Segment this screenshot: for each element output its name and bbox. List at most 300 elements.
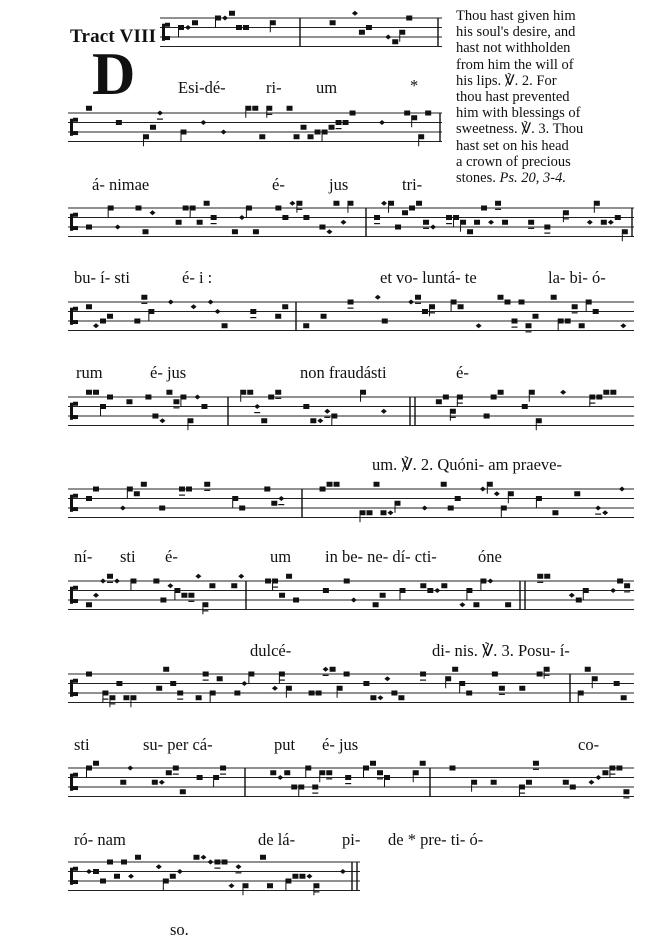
neume-punctum bbox=[141, 295, 147, 300]
lyric-syllable: sti bbox=[74, 735, 90, 754]
neume-punctum bbox=[265, 579, 271, 584]
episema-mark bbox=[415, 303, 421, 304]
neume-punctum bbox=[296, 201, 302, 206]
translation-line: hast not withholden bbox=[456, 40, 571, 57]
neume-punctum bbox=[551, 295, 557, 300]
neume-punctum bbox=[586, 300, 592, 305]
neume-punctum bbox=[130, 579, 136, 584]
neume-rhombus bbox=[194, 395, 200, 400]
neume-punctum bbox=[526, 780, 532, 785]
clef-icon bbox=[73, 131, 78, 135]
neume-punctum bbox=[519, 686, 525, 691]
neume-punctum bbox=[457, 395, 463, 400]
neume-punctum bbox=[268, 395, 274, 400]
episema-mark bbox=[250, 317, 256, 318]
neume-punctum bbox=[116, 120, 122, 125]
neume-rhombus bbox=[434, 588, 440, 593]
neume-punctum bbox=[123, 695, 129, 700]
episema-mark bbox=[374, 223, 380, 224]
neume-punctum bbox=[261, 418, 267, 423]
neume-punctum bbox=[156, 686, 162, 691]
neume-rhombus bbox=[595, 775, 601, 780]
neume-punctum bbox=[537, 574, 543, 579]
episema-mark bbox=[202, 610, 208, 611]
neume-punctum bbox=[127, 487, 133, 492]
neume-punctum bbox=[614, 681, 620, 686]
neume-punctum bbox=[622, 229, 628, 234]
neume-punctum bbox=[418, 134, 424, 139]
neume-punctum bbox=[203, 672, 209, 677]
neume-rhombus bbox=[387, 510, 393, 515]
neume-punctum bbox=[331, 414, 337, 419]
neume-punctum bbox=[240, 390, 246, 395]
neume-punctum bbox=[174, 588, 180, 593]
neume-punctum bbox=[176, 220, 182, 225]
clef-icon bbox=[73, 402, 78, 406]
neume-punctum bbox=[502, 220, 508, 225]
neume-punctum bbox=[93, 487, 99, 492]
translation-line: him with blessings of bbox=[456, 105, 581, 122]
neume-punctum bbox=[616, 766, 622, 771]
neume-punctum bbox=[382, 319, 388, 324]
neume-punctum bbox=[504, 300, 510, 305]
neume-punctum bbox=[458, 304, 464, 309]
neume-rhombus bbox=[422, 506, 428, 511]
clef-icon bbox=[73, 226, 78, 230]
neume-punctum bbox=[319, 770, 325, 775]
clef-icon bbox=[73, 692, 78, 696]
neume-punctum bbox=[596, 395, 602, 400]
neume-punctum bbox=[343, 120, 349, 125]
neume-punctum bbox=[298, 785, 304, 790]
neume-punctum bbox=[348, 300, 354, 305]
neume-punctum bbox=[210, 691, 216, 696]
translation-line: sweetness. ℣. 3. Thou bbox=[456, 121, 584, 138]
neume-punctum bbox=[231, 583, 237, 588]
neume-punctum bbox=[583, 588, 589, 593]
neume-punctum bbox=[143, 134, 149, 139]
neume-punctum bbox=[451, 300, 457, 305]
neume-rhombus bbox=[191, 304, 197, 309]
neume-punctum bbox=[373, 482, 379, 487]
episema-mark bbox=[519, 793, 525, 794]
neume-punctum bbox=[292, 874, 298, 879]
neume-punctum bbox=[413, 770, 419, 775]
neume-punctum bbox=[621, 695, 627, 700]
clef-icon bbox=[73, 494, 78, 498]
neume-punctum bbox=[202, 602, 208, 607]
neume-punctum bbox=[201, 404, 207, 409]
neume-punctum bbox=[388, 201, 394, 206]
neume-punctum bbox=[260, 855, 266, 860]
translation-line: thou hast prevented bbox=[456, 89, 570, 106]
neume-punctum bbox=[448, 506, 454, 511]
neume-rhombus bbox=[100, 579, 106, 584]
neume-punctum bbox=[197, 220, 203, 225]
neume-punctum bbox=[453, 215, 459, 220]
neume-punctum bbox=[373, 602, 379, 607]
neume-punctum bbox=[480, 579, 486, 584]
neume-punctum bbox=[248, 672, 254, 677]
neume-punctum bbox=[275, 390, 281, 395]
neume-punctum bbox=[190, 206, 196, 211]
neume-punctum bbox=[425, 111, 431, 116]
neume-punctum bbox=[487, 482, 493, 487]
neume-punctum bbox=[234, 691, 240, 696]
neume-punctum bbox=[443, 395, 449, 400]
neume-rhombus bbox=[207, 860, 213, 865]
clef-icon bbox=[73, 880, 78, 884]
neume-rhombus bbox=[326, 229, 332, 234]
clef-icon bbox=[70, 119, 73, 136]
neume-punctum bbox=[287, 106, 293, 111]
neume-punctum bbox=[253, 229, 259, 234]
clef-icon bbox=[73, 307, 78, 311]
neume-rhombus bbox=[494, 491, 500, 496]
drop-cap-initial: D bbox=[92, 41, 136, 107]
neume-rhombus bbox=[115, 225, 121, 230]
neume-punctum bbox=[498, 390, 504, 395]
neume-punctum bbox=[563, 210, 569, 215]
episema-mark bbox=[188, 601, 194, 602]
neume-punctum bbox=[109, 695, 115, 700]
neume-punctum bbox=[116, 681, 122, 686]
neume-punctum bbox=[166, 770, 172, 775]
neume-punctum bbox=[572, 304, 578, 309]
neume-rhombus bbox=[159, 418, 165, 423]
episema-mark bbox=[533, 769, 539, 770]
neume-punctum bbox=[623, 789, 629, 794]
neume-punctum bbox=[148, 309, 154, 314]
neume-punctum bbox=[544, 667, 550, 672]
neume-rhombus bbox=[208, 300, 214, 305]
neume-rhombus bbox=[215, 309, 221, 314]
neume-rhombus bbox=[177, 869, 183, 874]
neume-punctum bbox=[544, 574, 550, 579]
neume-punctum bbox=[363, 681, 369, 686]
neume-punctum bbox=[347, 201, 353, 206]
neume-rhombus bbox=[560, 390, 566, 395]
neume-punctum bbox=[270, 20, 276, 25]
episema-mark bbox=[572, 312, 578, 313]
episema-mark bbox=[511, 327, 517, 328]
tract-title: Tract VIII bbox=[70, 26, 157, 47]
neume-rhombus bbox=[459, 602, 465, 607]
neume-punctum bbox=[570, 785, 576, 790]
neume-punctum bbox=[179, 487, 185, 492]
episema-mark bbox=[423, 228, 429, 229]
neume-punctum bbox=[350, 111, 356, 116]
neume-punctum bbox=[415, 295, 421, 300]
neume-punctum bbox=[460, 220, 466, 225]
neume-rhombus bbox=[86, 869, 92, 874]
neume-punctum bbox=[518, 300, 524, 305]
neume-punctum bbox=[466, 588, 472, 593]
episema-mark bbox=[336, 128, 342, 129]
neume-punctum bbox=[459, 681, 465, 686]
neume-punctum bbox=[282, 215, 288, 220]
lyric-syllable: jus bbox=[329, 175, 349, 194]
neume-punctum bbox=[330, 20, 336, 25]
neume-punctum bbox=[135, 855, 141, 860]
neume-rhombus bbox=[272, 686, 278, 691]
neume-punctum bbox=[204, 482, 210, 487]
lyric-syllable: óne bbox=[478, 547, 502, 566]
neume-rhombus bbox=[114, 579, 120, 584]
lyric-syllable: á- nimae bbox=[92, 175, 150, 194]
episema-mark bbox=[446, 223, 452, 224]
neume-rhombus bbox=[238, 574, 244, 579]
episema-mark bbox=[429, 312, 435, 313]
episema-mark bbox=[544, 675, 550, 676]
episema-mark bbox=[420, 680, 426, 681]
episema-mark bbox=[623, 797, 629, 798]
episema-mark bbox=[296, 209, 302, 210]
neume-punctum bbox=[394, 501, 400, 506]
neume-punctum bbox=[222, 323, 228, 328]
neume-punctum bbox=[246, 206, 252, 211]
neume-punctum bbox=[180, 130, 186, 135]
neume-punctum bbox=[511, 319, 517, 324]
neume-punctum bbox=[275, 206, 281, 211]
neume-punctum bbox=[93, 390, 99, 395]
neume-rhombus bbox=[278, 496, 284, 501]
neume-rhombus bbox=[488, 220, 494, 225]
neume-punctum bbox=[170, 681, 176, 686]
neume-punctum bbox=[177, 691, 183, 696]
neume-punctum bbox=[209, 583, 215, 588]
clef-icon bbox=[73, 213, 78, 217]
episema-mark bbox=[450, 417, 456, 418]
lyric-syllable: é- jus bbox=[150, 363, 187, 382]
neume-punctum bbox=[492, 672, 498, 677]
episema-mark bbox=[107, 582, 113, 583]
neume-punctum bbox=[529, 390, 535, 395]
neume-punctum bbox=[232, 496, 238, 501]
neume-punctum bbox=[441, 583, 447, 588]
clef-icon bbox=[70, 680, 73, 697]
neume-punctum bbox=[624, 583, 630, 588]
neume-punctum bbox=[134, 491, 140, 496]
neume-punctum bbox=[192, 20, 198, 25]
neume-punctum bbox=[220, 766, 226, 771]
neume-punctum bbox=[107, 574, 113, 579]
neume-punctum bbox=[501, 506, 507, 511]
neume-punctum bbox=[196, 695, 202, 700]
neume-punctum bbox=[429, 304, 435, 309]
neume-punctum bbox=[173, 766, 179, 771]
episema-mark bbox=[457, 403, 463, 404]
neume-punctum bbox=[252, 106, 258, 111]
neume-punctum bbox=[391, 691, 397, 696]
episema-mark bbox=[279, 680, 285, 681]
episema-mark bbox=[589, 403, 595, 404]
neume-punctum bbox=[323, 588, 329, 593]
neume-punctum bbox=[259, 134, 265, 139]
neume-punctum bbox=[245, 106, 251, 111]
episema-mark bbox=[595, 514, 601, 515]
clef-icon bbox=[70, 774, 73, 791]
lyric-syllable: é- bbox=[456, 363, 469, 382]
lyric-asterisk: * bbox=[410, 76, 419, 95]
clef-icon bbox=[73, 118, 78, 122]
clef-icon bbox=[73, 599, 78, 603]
neume-punctum bbox=[173, 399, 179, 404]
neume-punctum bbox=[145, 395, 151, 400]
neume-punctum bbox=[594, 201, 600, 206]
neume-punctum bbox=[186, 487, 192, 492]
neume-punctum bbox=[484, 414, 490, 419]
neume-rhombus bbox=[156, 864, 162, 869]
neume-punctum bbox=[467, 229, 473, 234]
neume-rhombus bbox=[610, 588, 616, 593]
episema-mark bbox=[109, 703, 115, 704]
clef-icon bbox=[70, 868, 73, 885]
lyric-syllable: so. bbox=[170, 920, 189, 939]
lyric-syllable: é- jus bbox=[322, 735, 359, 754]
neume-punctum bbox=[399, 30, 405, 35]
neume-punctum bbox=[446, 215, 452, 220]
lyric-syllable: é- bbox=[165, 547, 178, 566]
episema-mark bbox=[544, 233, 550, 234]
neume-rhombus bbox=[93, 323, 99, 328]
lyric-syllable: ní- bbox=[74, 547, 93, 566]
neume-rhombus bbox=[381, 201, 387, 206]
neume-punctum bbox=[100, 319, 106, 324]
neume-punctum bbox=[406, 16, 412, 21]
neume-punctum bbox=[86, 672, 92, 677]
neume-punctum bbox=[495, 201, 501, 206]
lyric-syllable: rum bbox=[76, 363, 103, 382]
neume-punctum bbox=[455, 496, 461, 501]
neume-punctum bbox=[180, 395, 186, 400]
neume-punctum bbox=[229, 11, 235, 16]
neume-punctum bbox=[107, 314, 113, 319]
neume-punctum bbox=[532, 314, 538, 319]
neume-rhombus bbox=[487, 579, 493, 584]
neume-punctum bbox=[178, 25, 184, 30]
neume-punctum bbox=[121, 860, 127, 865]
neume-punctum bbox=[299, 874, 305, 879]
neume-punctum bbox=[214, 860, 220, 865]
neume-rhombus bbox=[149, 210, 155, 215]
neume-punctum bbox=[250, 309, 256, 314]
neume-punctum bbox=[310, 418, 316, 423]
neume-rhombus bbox=[277, 775, 283, 780]
clef-icon bbox=[162, 24, 165, 41]
neume-punctum bbox=[239, 506, 245, 511]
neume-punctum bbox=[180, 789, 186, 794]
neume-punctum bbox=[286, 686, 292, 691]
neume-rhombus bbox=[254, 404, 260, 409]
neume-rhombus bbox=[239, 215, 245, 220]
neume-punctum bbox=[93, 761, 99, 766]
lyric-syllable: la- bi- ó- bbox=[548, 268, 606, 287]
neume-punctum bbox=[303, 215, 309, 220]
neume-punctum bbox=[153, 579, 159, 584]
neume-punctum bbox=[449, 766, 455, 771]
neume-rhombus bbox=[222, 16, 228, 21]
clef-icon bbox=[73, 773, 78, 777]
neume-punctum bbox=[193, 855, 199, 860]
neume-punctum bbox=[86, 496, 92, 501]
neume-punctum bbox=[615, 215, 621, 220]
neume-rhombus bbox=[93, 593, 99, 598]
lyric-syllable: pi- bbox=[342, 830, 361, 849]
neume-punctum bbox=[329, 125, 335, 130]
lyric-syllable: di- nis. ℣. 3. Posu- í- bbox=[432, 641, 570, 660]
neume-punctum bbox=[152, 780, 158, 785]
neume-punctum bbox=[86, 390, 92, 395]
episema-mark bbox=[173, 407, 179, 408]
neume-punctum bbox=[327, 482, 333, 487]
lyric-syllable: tri- bbox=[402, 175, 423, 194]
clef-icon bbox=[70, 214, 73, 231]
neume-punctum bbox=[215, 16, 221, 21]
episema-mark bbox=[525, 331, 531, 332]
neume-punctum bbox=[411, 115, 417, 120]
lyric-syllable: dulcé- bbox=[250, 641, 292, 660]
neume-punctum bbox=[160, 598, 166, 603]
episema-mark bbox=[220, 774, 226, 775]
neume-rhombus bbox=[128, 874, 134, 879]
neume-punctum bbox=[409, 206, 415, 211]
psalm-reference: Ps. 20, 3-4. bbox=[499, 170, 566, 187]
neume-punctum bbox=[589, 395, 595, 400]
neume-rhombus bbox=[221, 130, 227, 135]
translation-line: Thou hast given him bbox=[456, 8, 576, 24]
episema-mark bbox=[278, 504, 284, 505]
neume-rhombus bbox=[381, 409, 387, 414]
episema-mark bbox=[563, 218, 569, 219]
neume-punctum bbox=[536, 496, 542, 501]
neume-punctum bbox=[423, 220, 429, 225]
neume-punctum bbox=[301, 125, 307, 130]
neume-punctum bbox=[404, 111, 410, 116]
neume-punctum bbox=[183, 206, 189, 211]
lyric-syllable: in be- ne- dí- cti- bbox=[325, 547, 437, 566]
neume-rhombus bbox=[385, 35, 391, 40]
neume-rhombus bbox=[608, 220, 614, 225]
neume-punctum bbox=[359, 30, 365, 35]
episema-mark bbox=[102, 699, 108, 700]
translation-line: his lips. ℣. 2. For bbox=[456, 72, 557, 89]
lyric-syllable: co- bbox=[578, 735, 600, 754]
lyric-syllable: de lá- bbox=[258, 830, 296, 849]
clef-icon bbox=[73, 586, 78, 590]
neume-punctum bbox=[466, 691, 472, 696]
neume-rhombus bbox=[340, 220, 346, 225]
neume-punctum bbox=[345, 775, 351, 780]
clef-icon bbox=[70, 403, 73, 420]
episema-mark bbox=[377, 778, 383, 779]
neume-rhombus bbox=[200, 855, 206, 860]
neume-punctum bbox=[309, 691, 315, 696]
neume-punctum bbox=[420, 583, 426, 588]
neume-punctum bbox=[86, 766, 92, 771]
neume-rhombus bbox=[157, 111, 163, 116]
neume-punctum bbox=[473, 602, 479, 607]
clef-icon bbox=[165, 36, 170, 40]
neume-punctum bbox=[319, 225, 325, 230]
neume-punctum bbox=[337, 686, 343, 691]
neume-punctum bbox=[436, 399, 442, 404]
neume-punctum bbox=[291, 785, 297, 790]
neume-rhombus bbox=[384, 676, 390, 681]
neume-punctum bbox=[330, 667, 336, 672]
neume-rhombus bbox=[375, 295, 381, 300]
neume-punctum bbox=[93, 869, 99, 874]
